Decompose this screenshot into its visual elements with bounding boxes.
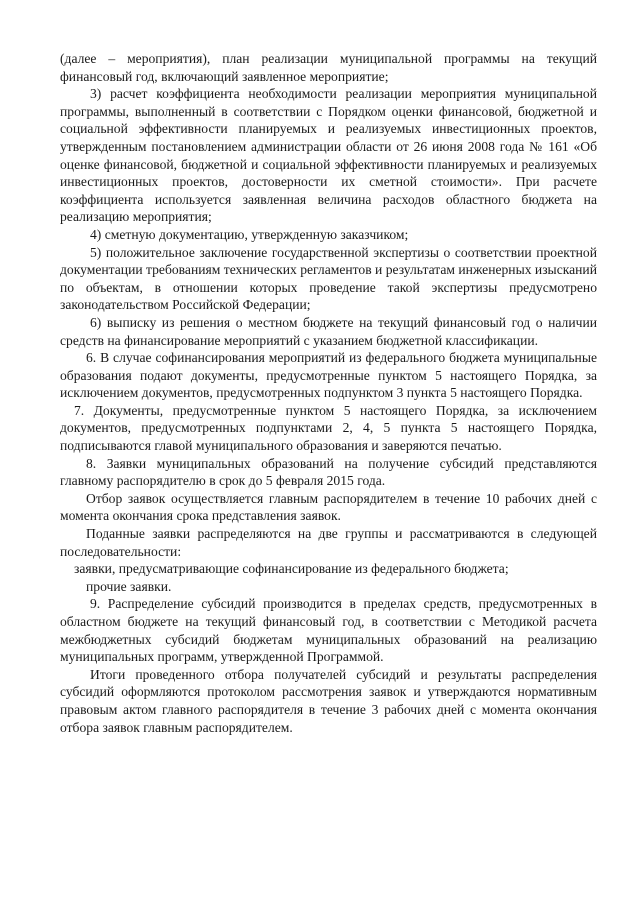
paragraph-9: Отбор заявок осуществляется главным распорядителем в течение 10 рабочих дней с момента окончания срока представления заявок.: [60, 490, 597, 524]
paragraph-1: (далее – мероприятия), план реализации муниципальной программы на текущий финансовый год, включающий заявленное мероприятие;: [60, 51, 597, 84]
paragraph-4: 5) положительное заключение государственной экспертизы о соответствии проектной документации требованиям технических регламентов и результатам инженерных изысканий по объектам, в отношении которых проведение такой экспертизы предусмотрено законодательством Российской Федерации;: [60, 244, 597, 313]
paragraph-10: Поданные заявки распределяются на две группы и рассматриваются в следующей последовательности:: [60, 526, 597, 559]
paragraph-13: 9. Распределение субсидий производится в пределах средств, предусмотренных в областном бюджете на текущий финансовый год, в соответствии с Методикой расчета межбюджетных субсидий бюджетам муниципальных образований на реализацию муниципальных программ, утвержденной Программой.: [60, 596, 597, 665]
paragraph-7: 7. Документы, предусмотренные пунктом 5 настоящего Порядка, за исключением документов, предусмотренных подпунктами 2, 4, 5 пункта 5 настоящего Порядка, подписываются главой муниципального образования и заверяются печатью.: [60, 402, 597, 454]
paragraph-5: 6) выписку из решения о местном бюджете на текущий финансовый год о наличии средств на финансирование мероприятий с указанием бюджетной классификации.: [60, 314, 597, 348]
paragraph-8: 8. Заявки муниципальных образований на получение субсидий представляются главному распорядителю в срок до 5 февраля 2015 года.: [60, 455, 597, 489]
paragraph-14: Итоги проведенного отбора получателей субсидий и результаты распределения субсидий оформляются протоколом рассмотрения заявок и утверждаются нормативным правовым актом главного распорядителя в течение 3 рабочих дней с момента окончания отбора заявок главным распорядителем.: [60, 666, 597, 735]
paragraph-11: заявки, предусматривающие софинансирование из федерального бюджета;: [74, 561, 509, 577]
paragraph-2: 3) расчет коэффициента необходимости реализации мероприятия муниципальной программы, выполненный в соответствии с Порядком оценки финансовой, бюджетной и социальной эффективности планируемых и реализуемых инвестиционных проектов, утвержденным постановлением администрации области от 26 июня 2008 года № 161 «Об оценке финансовой, бюджетной и социальной эффективности планируемых и реализуемых инвестиционных проектов, достоверности их сметной стоимости». При расчете коэффициента используется заявленная величина расходов областного бюджета на реализацию мероприятия;: [60, 86, 597, 225]
paragraph-3: 4) сметную документацию, утвержденную заказчиком;: [90, 226, 409, 242]
paragraph-12: прочие заявки.: [86, 578, 172, 594]
paragraph-6: 6. В случае софинансирования мероприятий из федерального бюджета муниципальные образования подают документы, предусмотренные пунктом 5 настоящего Порядка, за исключением документов, предусмотренных подпунктом 3 пункта 5 настоящего Порядка.: [60, 350, 597, 401]
